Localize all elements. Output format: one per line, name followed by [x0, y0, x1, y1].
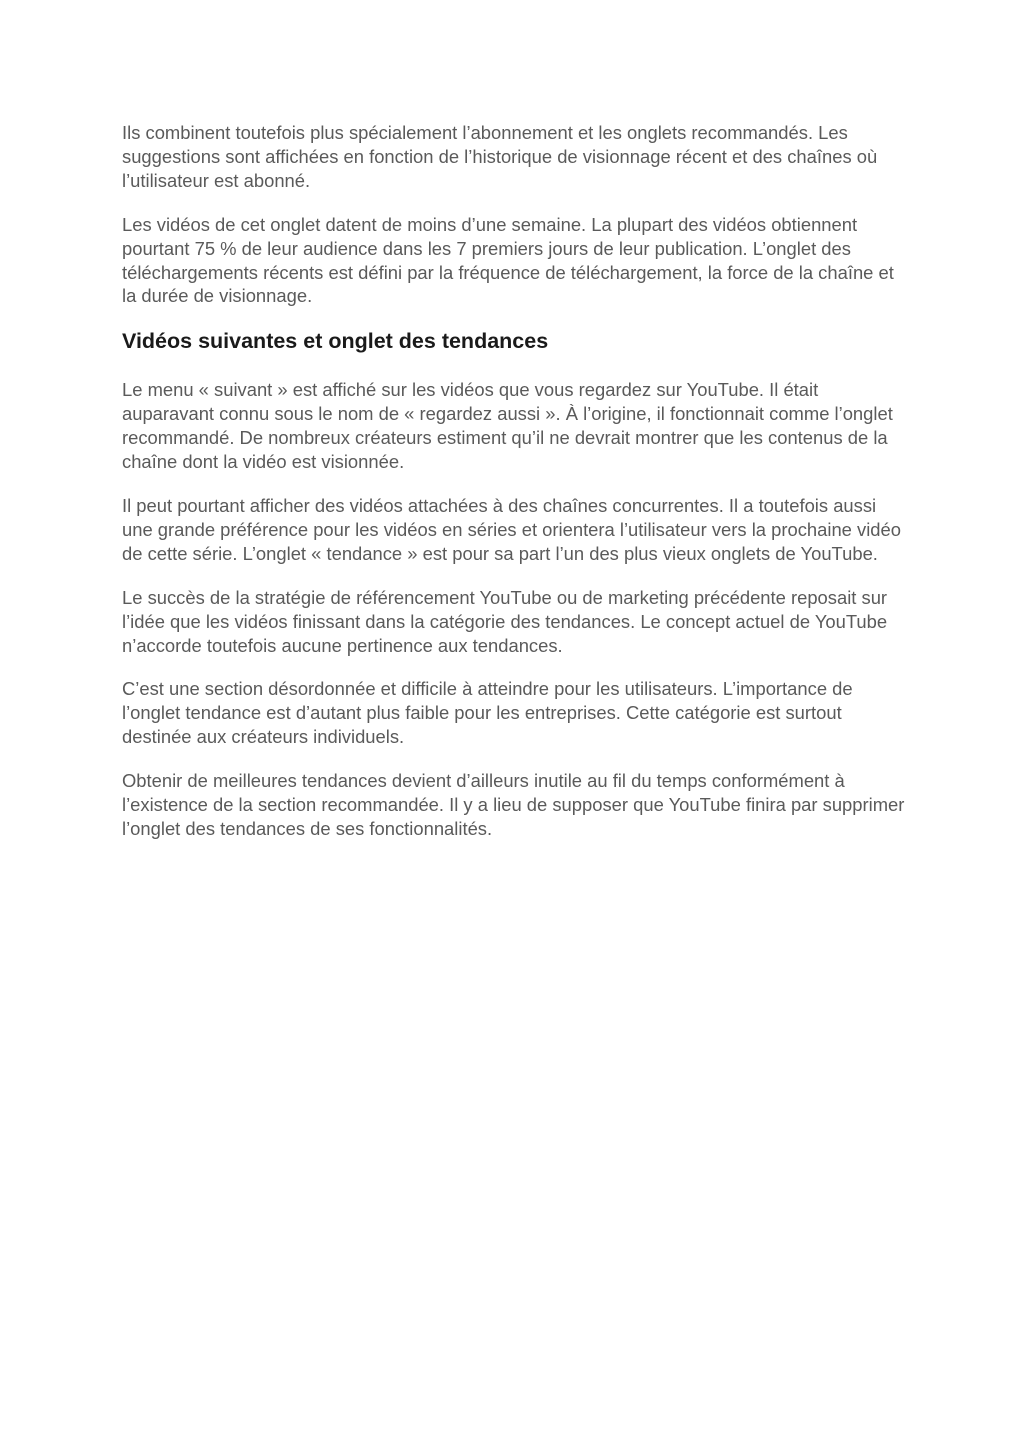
paragraph-section-3: Le succès de la stratégie de référencement YouTube ou de marketing précédente reposait sur l’idée que les vidéos finissant dans la catégorie des tendances. Le concept actuel de YouTube n’accorde toutefois aucune pertinence aux tendances.: [122, 586, 888, 656]
section-heading: Vidéos suivantes et onglet des tendances: [122, 329, 549, 354]
paragraph-intro-2: Les vidéos de cet onglet datent de moins d’une semaine. La plupart des vidéos obtiennent pourtant 75 % de leur audience dans les 7 premiers jours de leur publication. L’onglet des téléchargements récents est défini par la fréquence de téléchargement, la force de la chaîne et la durée de visionnage.: [122, 213, 894, 307]
document-body: [122, 121, 907, 861]
paragraph-section-1: Le menu « suivant » est affiché sur les vidéos que vous regardez sur YouTube. Il était auparavant connu sous le nom de « regardez aussi ». À l’origine, il fonctionnait comme l’onglet recommandé. De nombreux créateurs estiment qu’il ne devrait montrer que les contenus de la chaîne dont la vidéo est visionnée.: [122, 379, 893, 473]
paragraph-section-2: Il peut pourtant afficher des vidéos attachées à des chaînes concurrentes. Il a toutefois aussi une grande préférence pour les vidéos en séries et orientera l’utilisateur vers la prochaine vidéo de cette série. L’onglet « tendance » est pour sa part l’un des plus vieux onglets de YouTube.: [122, 494, 901, 564]
paragraph-section-4: C’est une section désordonnée et difficile à atteindre pour les utilisateurs. L’importance de l’onglet tendance est d’autant plus faible pour les entreprises. Cette catégorie est surtout destinée aux créateurs individuels.: [122, 678, 853, 748]
paragraph-section-5: Obtenir de meilleures tendances devient d’ailleurs inutile au fil du temps conformément à l’existence de la section recommandée. Il y a lieu de supposer que YouTube finira par supprimer l’onglet des tendances de ses fonctionnalités.: [122, 770, 905, 839]
paragraph-intro-1: Ils combinent toutefois plus spécialement l’abonnement et les onglets recommandés. Les suggestions sont affichées en fonction de l’historique de visionnage récent et des chaînes où l’utilisateur est abonné.: [122, 122, 878, 191]
